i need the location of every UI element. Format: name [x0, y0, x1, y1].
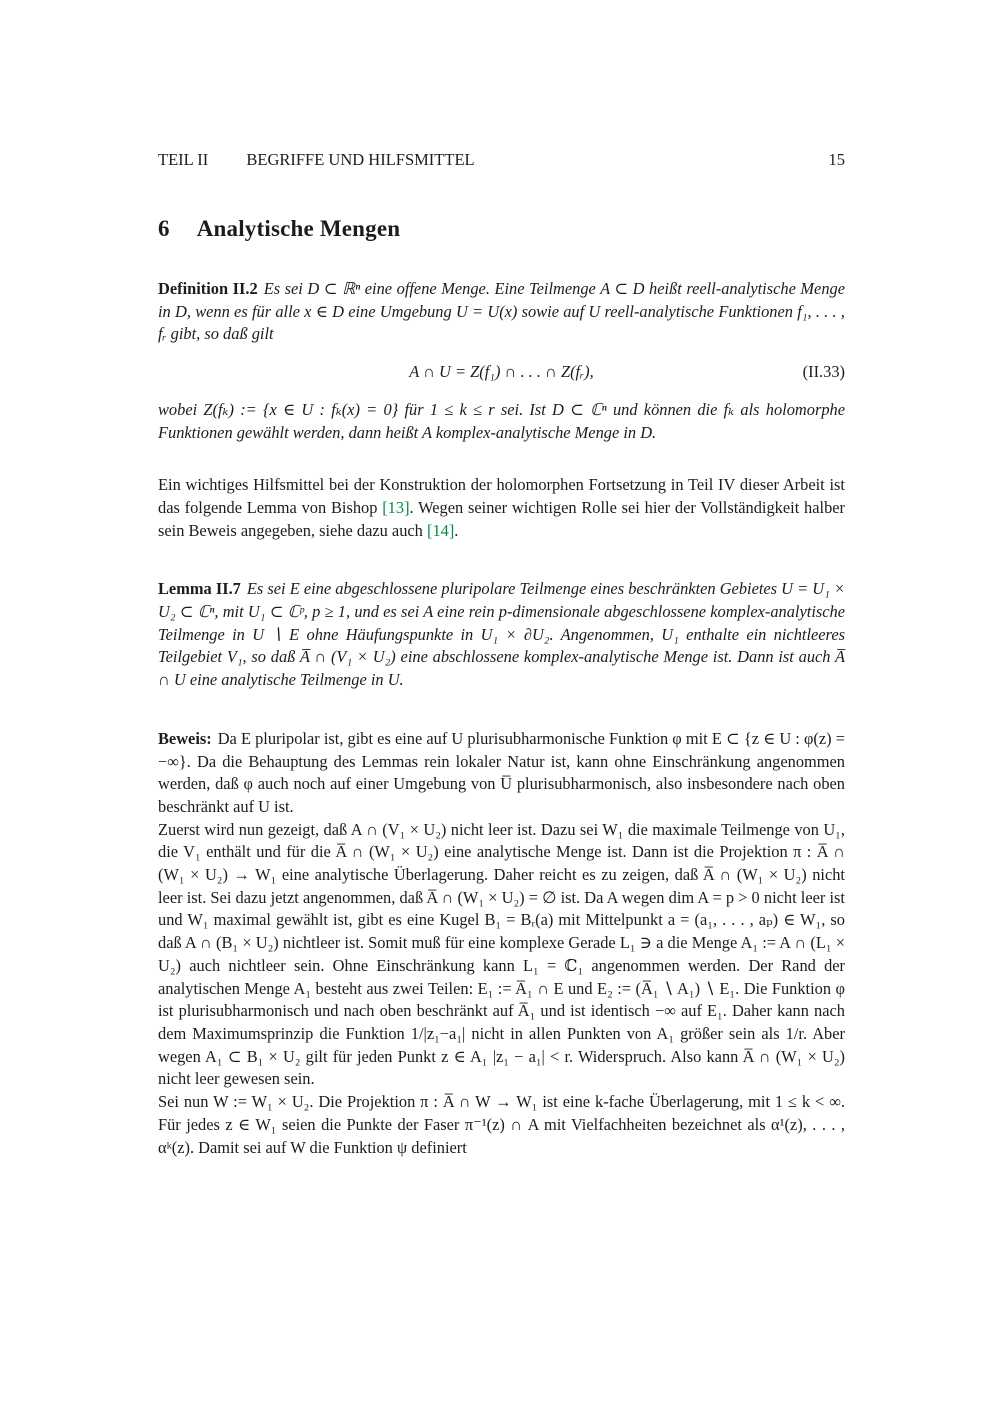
section-title: Analytische Mengen: [196, 216, 401, 241]
lemma-body: Es sei E eine abgeschlossene pluripolare Teilmenge eines beschränkten Gebietes U = U₁ × U₂ ⊂ ℂⁿ, mit U₁ ⊂ ℂᵖ, p ≥ 1, und es sei A eine rein p-dimensionale abgeschlossene komplex-analytische Teilmenge in U ∖ E ohne Häufungspunkte in U₁ × ∂U₂. Angenommen, U₁ enthalte ein nichtleeres Teilgebiet V₁, so daß A̅ ∩ (V₁ × U₂) eine abschlossene komplex-analytische Menge ist. Dann ist auch A̅ ∩ U eine analytische Teilmenge in U.: [158, 579, 846, 690]
bishop-text-1: Ein wichtiges Hilfsmittel bei der Konstruktion der holomorphen Fortsetzung in Teil IV dieser Arbeit ist das folgende Lemma von Bishop: [158, 475, 845, 517]
page-header: [158, 150, 845, 170]
equation-ii33: [158, 361, 845, 384]
lemma-ii7: [158, 578, 845, 692]
running-head-chapter: BEGRIFFE UND HILFSMITTEL: [246, 150, 475, 169]
lemma-label: Lemma II.7: [158, 579, 241, 599]
definition-label: Definition II.2: [158, 279, 258, 298]
section-number: 6: [158, 216, 170, 241]
equation-body: A ∩ U = Z(f₁) ∩ . . . ∩ Z(fᵣ),: [409, 362, 594, 382]
proof-label: Beweis:: [158, 728, 212, 748]
proof-text-1: Da E pluripolar ist, gibt es eine auf U plurisubharmonische Funktion φ mit E ⊂ {z ∈ U : φ(z) = −∞}. Da die Behauptung des Lemmas rein lokaler Natur ist, kann ohne Einschränkung angenommen werden, daß φ auch noch auf einer Umgebung von U̅ plurisubharmonisch, also insbesondere nach oben beschränkt auf U ist.: [158, 728, 845, 816]
proof-paragraph-2: Zuerst wird nun gezeigt, daß A ∩ (V₁ × U₂) nicht leer ist. Dazu sei W₁ die maximale Teilmenge von U₁, die V₁ enthält und für die A̅ ∩ (W₁ × U₂) eine analytische Menge ist. Dann ist die Projektion π : A̅ ∩ (W₁ × U₂) → W₁ eine analytische Überlagerung. Daher reicht es zu zeigen, daß A̅ ∩ (W₁ × U₂) nicht leer ist. Sei dazu jetzt angenommen, daß A̅ ∩ (W₁ × U₂) = ∅ ist. Da A wegen dim A = p > 0 nicht leer ist und W₁ maximal gewählt ist, gibt es eine Kugel B₁ = Bᵣ(a) mit Mittelpunkt a = (a₁, . . . , aₚ) ∈ W₁, so daß A ∩ (B₁ × U₂) nichtleer ist. Somit muß für eine komplexe Gerade L₁ ∋ a die Menge A₁ := A ∩ (L₁ × U₂) auch nichtleer sein. Ohne Einschränkung kann L₁ = ℂ₁ angenommen werden. Der Rand der analytischen Menge A₁ besteht aus zwei Teilen: E₁ := A̅₁ ∩ E und E₂ := (A̅₁ ∖ A₁) ∖ E₁. Die Funktion φ ist plurisubharmonisch und nach oben beschränkt auf A̅₁ und ist identisch −∞ auf E₁. Daher kann nach dem Maximumsprinzip die Funktion 1/|z₁−a₁| nicht in allen Punkten von A₁ größer sein als 1/r. Aber wegen A₁ ⊂ B₁ × U₂ gilt für jeden Punkt z ∈ A₁ |z₁ − a₁| < r. Widerspruch. Also kann A̅ ∩ (W₁ × U₂) nicht leer gewesen sein.: [158, 819, 845, 1089]
bishop-text-2: . Wegen seiner wichtigen Rolle sei hier der Vollständigkeit halber sein Beweis angegeben, siehe dazu auch: [158, 497, 845, 540]
running-head-part: TEIL II: [158, 150, 209, 169]
bishop-paragraph: [158, 474, 845, 542]
page-number: 15: [828, 150, 845, 169]
citation-link-13[interactable]: [13]: [382, 497, 410, 517]
running-head-title: [158, 150, 475, 170]
definition-body1: Es sei D ⊂ ℝⁿ eine offene Menge. Eine Teilmenge A ⊂ D heißt reell-analytische Menge in D, wenn es für alle x ∈ D eine Umgebung U = U(x) sowie auf U reell-analytische Funktionen f₁, . . . , fᵣ gibt, so daß gilt: [158, 279, 845, 344]
section-heading: [158, 216, 845, 242]
definition-ii2: [158, 278, 845, 346]
bishop-text-3: .: [454, 520, 459, 540]
proof-paragraph-1: [158, 728, 845, 819]
equation-number: (II.33): [802, 362, 845, 382]
proof-section: [158, 728, 845, 1159]
citation-link-14[interactable]: [14]: [426, 520, 455, 540]
definition-body2: wobei Z(fₖ) := {x ∈ U : fₖ(x) = 0} für 1 ≤ k ≤ r sei. Ist D ⊂ ℂⁿ und können die fₖ als holomorphe Funktionen gewählt werden, dann heißt A komplex-analytische Menge in D.: [158, 399, 845, 442]
proof-paragraph-3: Sei nun W := W₁ × U₂. Die Projektion π : A̅ ∩ W → W₁ ist eine k-fache Überlagerung, mit 1 ≤ k < ∞. Für jedes z ∈ W₁ seien die Punkte der Faser π⁻¹(z) ∩ A mit Vielfachheiten bezeichnet als α¹(z), . . . , αᵏ(z). Damit sei auf W die Funktion ψ definiert: [158, 1092, 845, 1157]
